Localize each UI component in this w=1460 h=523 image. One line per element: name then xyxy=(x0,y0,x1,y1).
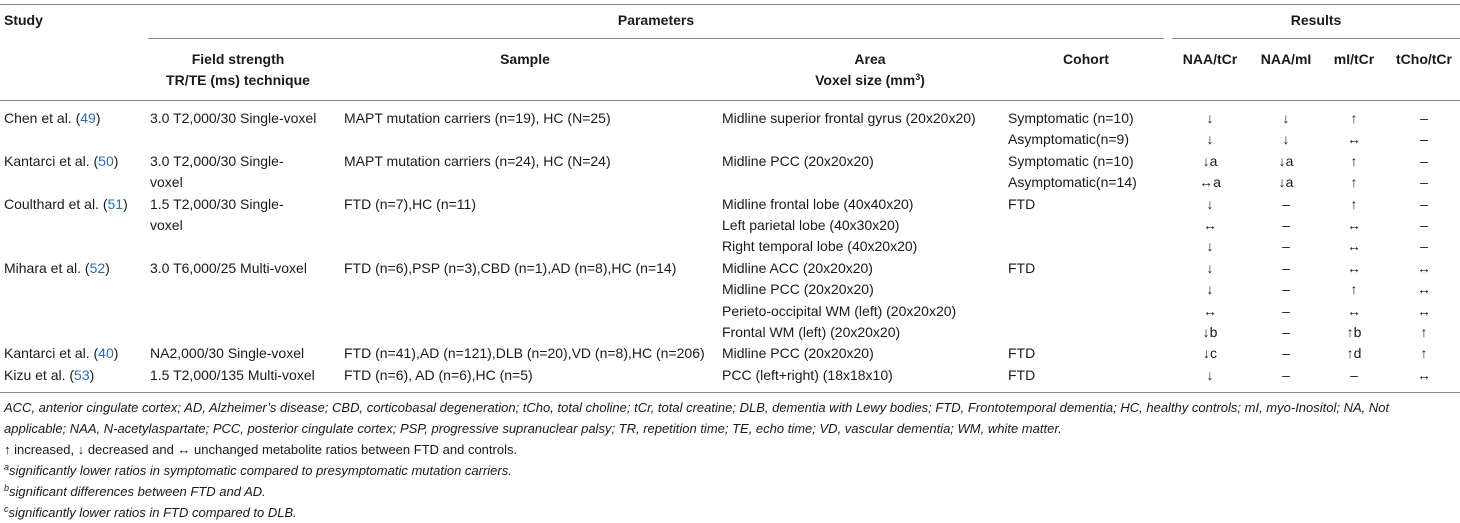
cell-cohort: Asymptomatic(n=14) xyxy=(1008,174,1137,191)
cell-cohort: FTD xyxy=(1008,259,1036,276)
header-study: Study xyxy=(4,12,43,28)
header-field-strength: Field strength TR/TE (ms) technique xyxy=(166,51,310,88)
cell-mi-tcr: ↑ xyxy=(1350,281,1358,298)
cell-cohort: FTD xyxy=(1008,366,1036,383)
cell-area: Frontal WM (left) (20x20x20) xyxy=(722,324,901,340)
results-underline xyxy=(1172,38,1460,39)
cell-tcho-tcr: – xyxy=(1420,195,1428,212)
cell-mi-tcr: ↑ xyxy=(1350,110,1358,126)
cell-area: Right temporal lobe (40x20x20) xyxy=(722,238,918,255)
cell-tcho-tcr: ↑ xyxy=(1420,324,1428,340)
citation-link[interactable]: 52 xyxy=(89,259,106,276)
cell-field-strength: 3.0 T6,000/25 Multi-voxel xyxy=(150,259,307,276)
header-mi-tcr: mI/tCr xyxy=(1333,51,1375,67)
cell-area: Midline superior frontal gyrus (20x20x20) xyxy=(722,110,976,126)
cell-cohort: FTD xyxy=(1008,195,1036,212)
footnote-abbreviations-line1: ACC, anterior cingulate cortex; AD, Alzheimer’s disease; CBD, corticobasal degeneration; tCho, total choline; tCr, total creatine; DLB, dementia with Lewy bodies; FTD, Frontotemporal dementia; HC, healthy controls; mI, myo-Inositol; NA, Not xyxy=(4,400,1390,415)
citation-link[interactable]: 53 xyxy=(74,366,90,383)
cell-field-strength: voxel xyxy=(150,217,183,233)
cell-mi-tcr: ↑b xyxy=(1346,324,1362,340)
header-area: Area Voxel size $(mm^3)$ xyxy=(815,51,925,88)
cell-naa-mi: – xyxy=(1282,345,1290,362)
cell-naa-tcr: ↔a xyxy=(1199,174,1221,191)
cell-field-strength: 3.0 T2,000/30 Single- xyxy=(150,152,284,169)
cell-sample: FTD (n=7),HC (n=11) xyxy=(344,195,476,212)
cell-naa-mi: ↓ xyxy=(1282,131,1290,148)
cell-naa-tcr: ↔ xyxy=(1203,217,1217,233)
table-bottom-rule xyxy=(0,392,1460,393)
cell-mi-tcr: ↔ xyxy=(1347,302,1361,319)
cell-sample: MAPT mutation carriers (n=19), HC (N=25) xyxy=(344,110,611,126)
cell-naa-mi: ↓ xyxy=(1282,110,1290,126)
cell-cohort: Asymptomatic(n=9) xyxy=(1008,131,1129,148)
cell-study: Mihara et al. (52) xyxy=(4,259,110,276)
cell-tcho-tcr: ↑ xyxy=(1420,345,1428,362)
footnote-arrow-legend: ↑ increased, ↓ decreased and ↔ unchanged metabolite ratios between FTD and controls. xyxy=(4,442,518,457)
cell-area: Left parietal lobe (40x30x20) xyxy=(722,217,900,233)
cell-naa-tcr: ↓ xyxy=(1206,131,1214,148)
cell-naa-mi: – xyxy=(1282,302,1290,319)
cell-naa-tcr: ↓b xyxy=(1202,324,1218,340)
header-cohort: Cohort xyxy=(1063,51,1109,67)
cell-tcho-tcr: ↔ xyxy=(1417,366,1431,383)
cell-naa-tcr: ↔ xyxy=(1203,302,1217,319)
cell-study: Kizu et al. (53) xyxy=(4,366,95,383)
cell-tcho-tcr: – xyxy=(1420,110,1428,126)
header-tcho-tcr: tCho/tCr xyxy=(1396,51,1452,67)
cell-tcho-tcr: – xyxy=(1420,131,1428,148)
cell-field-strength: 1.5 T2,000/30 Single- xyxy=(150,195,284,212)
citation-link[interactable]: 50 xyxy=(98,152,114,169)
cell-naa-mi: – xyxy=(1282,259,1290,276)
header-results: Results xyxy=(1290,12,1342,28)
cell-field-strength: NA2,000/30 Single-voxel xyxy=(150,345,305,362)
cell-naa-mi: – xyxy=(1282,217,1290,233)
cell-mi-tcr: ↔ xyxy=(1347,217,1361,233)
cell-tcho-tcr: ↔ xyxy=(1417,281,1431,298)
cell-study: Kantarci et al. (40) xyxy=(4,345,119,362)
cell-mi-tcr: ↔ xyxy=(1347,259,1361,276)
cell-naa-mi: – xyxy=(1282,281,1290,298)
parameters-underline xyxy=(148,38,1164,39)
cell-area: Midline PCC (20x20x20) xyxy=(722,345,874,362)
cell-area: PCC (left+right) (18x18x10) xyxy=(722,366,893,383)
cell-tcho-tcr: – xyxy=(1420,238,1428,255)
cell-study: Coulthard et al. (51) xyxy=(4,195,128,212)
cell-tcho-tcr: – xyxy=(1420,217,1428,233)
cell-naa-tcr: ↓ xyxy=(1206,238,1214,255)
cell-naa-mi: – xyxy=(1282,324,1290,340)
cell-area: Midline ACC (20x20x20) xyxy=(722,259,873,276)
cell-mi-tcr: ↑ xyxy=(1350,195,1358,212)
table-top-rule xyxy=(0,4,1460,5)
cell-mi-tcr: ↑ xyxy=(1350,152,1358,169)
cell-naa-mi: – xyxy=(1282,238,1290,255)
citation-link[interactable]: 51 xyxy=(107,195,124,212)
cell-sample: FTD (n=6), AD (n=6),HC (n=5) xyxy=(344,366,533,383)
cell-field-strength: 1.5 T2,000/135 Multi-voxel xyxy=(150,366,315,383)
cell-mi-tcr: ↑ xyxy=(1350,174,1358,191)
citation-link[interactable]: 49 xyxy=(80,110,96,126)
footnote-b: $^b$significant differences between FTD and AD. xyxy=(4,483,266,499)
cell-sample: FTD (n=41),AD (n=121),DLB (n=20),VD (n=8),HC (n=206) xyxy=(344,345,705,362)
footnote-abbreviations-line2: applicable; NAA, N-acetylaspartate; PCC, posterior cingulate cortex; PSP, progressive supranuclear palsy; TR, repetition time; TE, echo time; VD, vascular dementia; WM, white matter. xyxy=(4,421,1062,436)
header-naa-mi: NAA/mI xyxy=(1260,51,1312,67)
cell-cohort: Symptomatic (n=10) xyxy=(1008,152,1134,169)
cell-naa-tcr: ↓a xyxy=(1202,152,1218,169)
cell-study: Kantarci et al. (50) xyxy=(4,152,119,169)
cell-sample: FTD (n=6),PSP (n=3),CBD (n=1),AD (n=8),HC (n=14) xyxy=(344,259,677,276)
cell-naa-tcr: ↓ xyxy=(1206,281,1214,298)
header-naa-tcr: NAA/tCr xyxy=(1182,51,1238,67)
cell-mi-tcr: ↑d xyxy=(1346,345,1362,362)
cell-area: Perieto-occipital WM (left) (20x20x20) xyxy=(722,302,957,319)
cell-naa-tcr: ↓ xyxy=(1206,110,1214,126)
cell-naa-tcr: ↓c xyxy=(1203,345,1217,362)
cell-area: Midline PCC (20x20x20) xyxy=(722,281,874,298)
cell-naa-mi: ↓a xyxy=(1278,174,1294,191)
cell-mi-tcr: ↔ xyxy=(1347,238,1361,255)
header-bottom-rule xyxy=(0,100,1460,101)
cell-naa-tcr: ↓ xyxy=(1206,366,1214,383)
cell-tcho-tcr: – xyxy=(1420,174,1428,191)
cell-area: Midline frontal lobe (40x40x20) xyxy=(722,195,914,212)
cell-cohort: Symptomatic (n=10) xyxy=(1008,110,1134,126)
cell-cohort: FTD xyxy=(1008,345,1036,362)
cell-mi-tcr: – xyxy=(1350,366,1358,383)
footnote-a: $^a$significantly lower ratios in symptomatic compared to presymptomatic mutation carriers. xyxy=(4,462,512,478)
cell-naa-mi: ↓a xyxy=(1278,152,1294,169)
cell-sample: MAPT mutation carriers (n=24), HC (N=24) xyxy=(344,152,611,169)
cell-naa-mi: – xyxy=(1282,366,1290,383)
cell-naa-tcr: ↓ xyxy=(1206,259,1214,276)
cell-field-strength: voxel xyxy=(150,174,183,191)
cell-tcho-tcr: ↔ xyxy=(1417,259,1431,276)
cell-tcho-tcr: ↔ xyxy=(1417,302,1431,319)
cell-tcho-tcr: – xyxy=(1420,152,1428,169)
footnote-c: $^c$significantly lower ratios in FTD compared to DLB. xyxy=(4,504,297,520)
header-sample: Sample xyxy=(500,51,550,67)
cell-naa-tcr: ↓ xyxy=(1206,195,1214,212)
citation-link[interactable]: 40 xyxy=(98,345,114,362)
cell-area: Midline PCC (20x20x20) xyxy=(722,152,874,169)
cell-study: Chen et al. (49) xyxy=(4,110,101,126)
header-parameters: Parameters xyxy=(617,12,695,28)
cell-naa-mi: – xyxy=(1282,195,1290,212)
cell-mi-tcr: ↔ xyxy=(1347,131,1361,148)
cell-field-strength: 3.0 T2,000/30 Single-voxel xyxy=(150,110,317,126)
